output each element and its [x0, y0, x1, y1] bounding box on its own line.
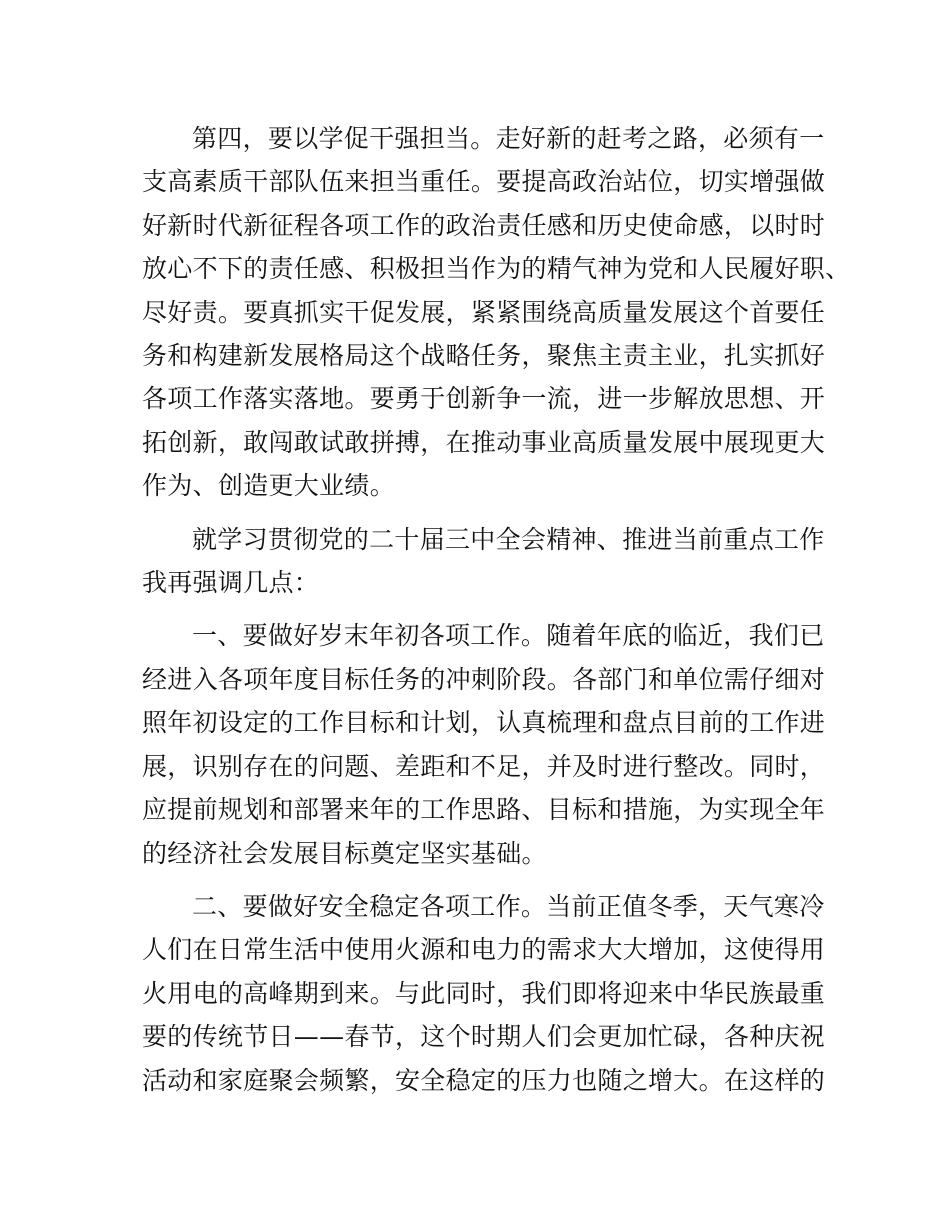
paragraph-4 — [142, 885, 826, 1102]
paragraph-1 — [142, 117, 851, 508]
text-line: 活动和家庭聚会频繁，安全稳定的压力也随之增大。在这样的 — [142, 1065, 826, 1095]
text-line: 就学习贯彻党的二十届三中全会精神、推进当前重点工作 — [192, 524, 825, 554]
text-line: 人们在日常生活中使用火源和电力的需求大大增加，这使得用 — [142, 935, 826, 965]
text-line: 第四，要以学促干强担当。走好新的赶考之路，必须有一 — [192, 124, 825, 153]
text-line: 的经济社会发展目标奠定坚实基础。 — [142, 838, 547, 868]
text-line: 照年初设定的工作目标和计划，认真梳理和盘点目前的工作进 — [142, 708, 826, 738]
text-line: 尽好责。要真抓实干促发展，紧紧围绕高质量发展这个首要任 — [142, 297, 826, 327]
paragraph-2 — [142, 518, 825, 605]
document-body — [142, 117, 851, 1102]
text-line: 放心不下的责任感、积极担当作为的精气神为党和人民履好职、 — [142, 254, 851, 284]
text-line: 展，识别存在的问题、差距和不足，并及时进行整改。同时， — [142, 751, 826, 781]
text-line: 支高素质干部队伍来担当重任。要提高政治站位，切实增强做 — [142, 167, 826, 197]
text-line: 二、要做好安全稳定各项工作。当前正值冬季，天气寒冷 — [192, 891, 825, 921]
text-line: 务和构建新发展格局这个战略任务，聚焦主责主业，扎实抓好 — [142, 341, 826, 371]
paragraph-3 — [142, 614, 826, 874]
text-line: 作为、创造更大业绩。 — [142, 471, 396, 501]
text-line: 要的传统节日——春节，这个时期人们会更加忙碌，各种庆祝 — [142, 1022, 826, 1052]
text-line: 一、要做好岁末年初各项工作。随着年底的临近，我们已 — [192, 621, 825, 651]
text-line: 经进入各项年度目标任务的冲刺阶段。各部门和单位需仔细对 — [142, 664, 826, 694]
text-line: 各项工作落实落地。要勇于创新争一流，进一步解放思想、开 — [142, 384, 826, 414]
text-line: 好新时代新征程各项工作的政治责任感和历史使命感，以时时 — [142, 210, 826, 240]
text-line: 火用电的高峰期到来。与此同时，我们即将迎来中华民族最重 — [142, 978, 826, 1008]
text-line: 我再强调几点： — [142, 568, 320, 598]
text-line: 拓创新，敢闯敢试敢拼搏，在推动事业高质量发展中展现更大 — [142, 427, 826, 457]
text-line: 应提前规划和部署来年的工作思路、目标和措施，为实现全年 — [142, 795, 826, 825]
